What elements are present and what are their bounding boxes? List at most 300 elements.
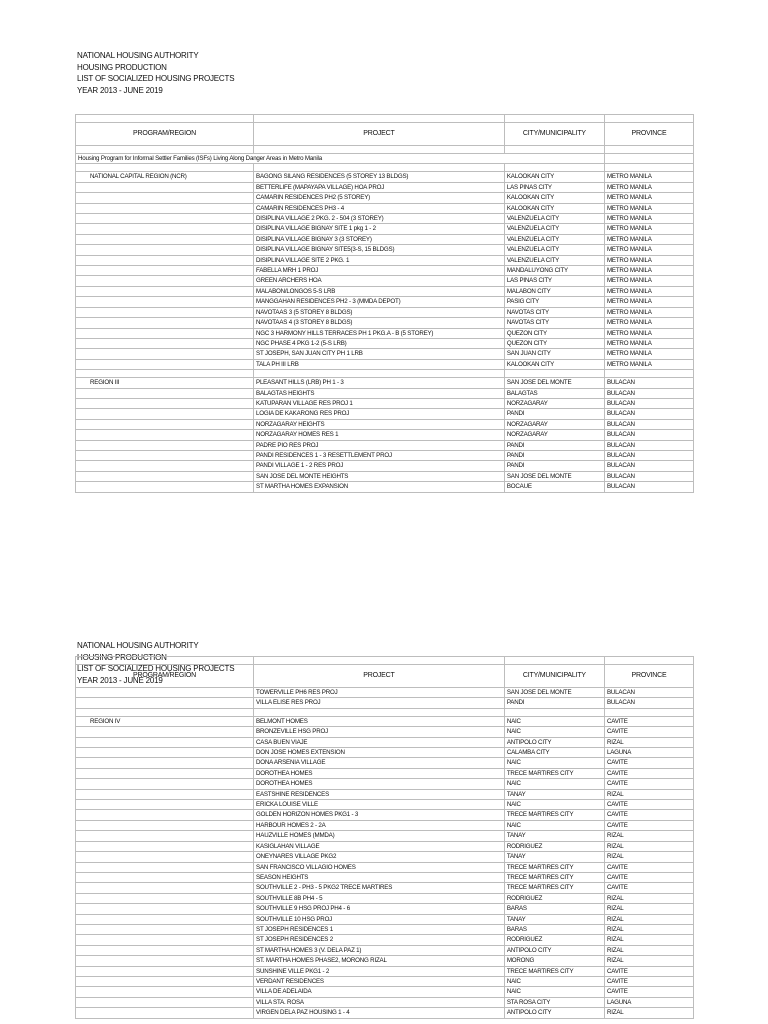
project-cell: SOUTHVILLE 2 - PH3 - 5 PKG2 TRECE MARTIRES — [254, 883, 505, 893]
project-cell: BRONZEVILLE HSG PROJ — [254, 727, 505, 737]
spacer-row — [76, 370, 694, 378]
city-cell: LAS PINAS CITY — [504, 276, 604, 286]
empty-cell — [76, 872, 254, 882]
table-row — [76, 779, 694, 789]
empty-cell — [254, 657, 505, 665]
table-row — [76, 388, 694, 398]
project-cell: BAGONG SILANG RESIDENCES (5 STOREY 13 BLDGS) — [254, 172, 505, 182]
empty-cell — [76, 214, 254, 224]
document-page-2 — [0, 590, 768, 1024]
province-cell: METRO MANILA — [604, 193, 693, 203]
project-cell: ST MARTHA HOMES 3 (V. DELA PAZ 1) — [254, 945, 505, 955]
table-row — [76, 789, 694, 799]
city-cell: BARAS — [504, 904, 604, 914]
program-region-header: PROGRAM/REGION — [76, 665, 254, 688]
header-line-period: YEAR 2013 - JUNE 2019 — [77, 675, 163, 685]
province-cell: METRO MANILA — [604, 245, 693, 255]
city-cell: TRECE MARTIRES CITY — [504, 768, 604, 778]
empty-cell — [76, 146, 254, 154]
table-row — [76, 1008, 694, 1018]
city-cell: NAIC — [504, 800, 604, 810]
project-cell: KASIGLAHAN VILLAGE — [254, 841, 505, 851]
empty-cell — [604, 657, 693, 665]
empty-cell — [76, 297, 254, 307]
province-cell: RIZAL — [604, 737, 693, 747]
empty-cell — [76, 482, 254, 492]
table-row — [76, 482, 694, 492]
table-row — [76, 224, 694, 234]
project-cell: VILLA ELISE RES PROJ — [254, 698, 505, 708]
empty-cell — [76, 398, 254, 408]
city-cell: NAVOTAS CITY — [504, 318, 604, 328]
city-cell: NAIC — [504, 987, 604, 997]
project-cell: SOUTHVILLE 9 HSG PROJ PH4 - 6 — [254, 904, 505, 914]
project-cell: ONEYNARES VILLAGE PKG2 — [254, 852, 505, 862]
province-cell: METRO MANILA — [604, 297, 693, 307]
project-cell: VIRGEN DELA PAZ HOUSING 1 - 4 — [254, 1008, 505, 1018]
city-cell: SAN JOSE DEL MONTE — [504, 378, 604, 388]
province-cell: BULACAN — [604, 450, 693, 460]
document-page-1 — [0, 0, 768, 510]
header-line-title: LIST OF SOCIALIZED HOUSING PROJECTS — [77, 74, 235, 83]
report-header — [77, 50, 234, 96]
project-cell: PADRE PIO RES PROJ — [254, 440, 505, 450]
province-cell: RIZAL — [604, 1008, 693, 1018]
project-cell: GREEN ARCHERS HOA — [254, 276, 505, 286]
empty-cell — [76, 359, 254, 369]
table-row — [76, 409, 694, 419]
project-cell: VILLA DE ADELAIDA — [254, 987, 505, 997]
project-cell: NORZAGARAY HOMES RES 1 — [254, 430, 505, 440]
project-cell: DISIPLINA VILLAGE BIGNAY SITE5(3-S, 15 BLDGS) — [254, 245, 505, 255]
projects-table — [75, 114, 694, 493]
table-row — [76, 450, 694, 460]
table-row — [76, 852, 694, 862]
program-region-header: PROGRAM/REGION — [76, 123, 254, 146]
table-header-row — [76, 123, 694, 146]
city-header: CITY/MUNICIPALITY — [504, 123, 604, 146]
project-cell: NORZAGARAY HEIGHTS — [254, 419, 505, 429]
empty-cell — [254, 164, 505, 172]
spacer-row — [76, 115, 694, 123]
city-cell: SAN JOSE DEL MONTE — [504, 688, 604, 698]
project-cell: NAVOTAAS 4 (3 STOREY 8 BLDGS) — [254, 318, 505, 328]
city-cell: SAN JOSE DEL MONTE — [504, 471, 604, 481]
empty-cell — [76, 349, 254, 359]
province-cell: METRO MANILA — [604, 359, 693, 369]
province-cell: CAVITE — [604, 862, 693, 872]
province-cell: BULACAN — [604, 398, 693, 408]
province-cell: METRO MANILA — [604, 224, 693, 234]
project-cell: CASA BUEN VIAJE — [254, 737, 505, 747]
empty-cell — [76, 737, 254, 747]
table-row — [76, 904, 694, 914]
empty-cell — [504, 370, 604, 378]
spacer-row — [76, 657, 694, 665]
project-cell: SAN JOSE DEL MONTE HEIGHTS — [254, 471, 505, 481]
empty-cell — [76, 727, 254, 737]
table-row — [76, 182, 694, 192]
table-row — [76, 841, 694, 851]
empty-cell — [76, 450, 254, 460]
city-cell: NAVOTAS CITY — [504, 307, 604, 317]
province-cell: RIZAL — [604, 914, 693, 924]
province-cell: METRO MANILA — [604, 328, 693, 338]
table-row — [76, 471, 694, 481]
table-row — [76, 359, 694, 369]
empty-cell — [76, 370, 254, 378]
city-cell: ANTIPOLO CITY — [504, 1008, 604, 1018]
city-cell: NORZAGARAY — [504, 419, 604, 429]
header-line-section: HOUSING PRODUCTION — [77, 652, 167, 662]
project-cell: ST MARTHA HOMES EXPANSION — [254, 482, 505, 492]
empty-cell — [76, 1008, 254, 1018]
province-cell: CAVITE — [604, 716, 693, 726]
project-cell: MALABON/LONGOS 5-S LRB — [254, 286, 505, 296]
city-cell: RODRIGUEZ — [504, 935, 604, 945]
province-cell: METRO MANILA — [604, 286, 693, 296]
empty-cell — [254, 146, 505, 154]
empty-cell — [76, 883, 254, 893]
province-cell: METRO MANILA — [604, 307, 693, 317]
city-cell: BARAS — [504, 924, 604, 934]
empty-cell — [76, 388, 254, 398]
table-row — [76, 914, 694, 924]
project-cell: HARBOUR HOMES 2 - 2A — [254, 820, 505, 830]
header-line-section: HOUSING PRODUCTION — [77, 62, 167, 72]
empty-cell — [76, 800, 254, 810]
empty-cell — [76, 810, 254, 820]
province-cell: RIZAL — [604, 789, 693, 799]
city-cell: MALABON CITY — [504, 286, 604, 296]
spacer-row — [76, 708, 694, 716]
table-row — [76, 430, 694, 440]
empty-cell — [76, 440, 254, 450]
province-cell: RIZAL — [604, 935, 693, 945]
header-line-period: YEAR 2013 - JUNE 2019 — [77, 85, 163, 95]
province-cell: CAVITE — [604, 758, 693, 768]
project-cell: PANDI VILLAGE 1 - 2 RES PROJ — [254, 461, 505, 471]
city-cell: BALAGTAS — [504, 388, 604, 398]
empty-cell — [604, 115, 693, 123]
project-cell: ST. MARTHA HOMES PHASE2, MORONG RIZAL — [254, 956, 505, 966]
province-cell: METRO MANILA — [604, 318, 693, 328]
empty-cell — [76, 698, 254, 708]
empty-cell — [76, 318, 254, 328]
city-cell: CALAMBA CITY — [504, 748, 604, 758]
city-cell: NORZAGARAY — [504, 430, 604, 440]
project-cell: SOUTHVILLE 10 HSG PROJ — [254, 914, 505, 924]
province-cell: CAVITE — [604, 883, 693, 893]
table-header-row — [76, 665, 694, 688]
empty-cell — [76, 182, 254, 192]
project-cell: KATUPARAN VILLAGE RES PROJ 1 — [254, 398, 505, 408]
city-cell: STA ROSA CITY — [504, 997, 604, 1007]
city-cell: PANDI — [504, 409, 604, 419]
province-cell: RIZAL — [604, 945, 693, 955]
province-cell: BULACAN — [604, 409, 693, 419]
table-row — [76, 893, 694, 903]
city-cell: PANDI — [504, 440, 604, 450]
city-cell: TANAY — [504, 831, 604, 841]
province-cell: CAVITE — [604, 779, 693, 789]
city-cell: QUEZON CITY — [504, 328, 604, 338]
empty-cell — [504, 657, 604, 665]
empty-cell — [76, 924, 254, 934]
city-cell: VALENZUELA CITY — [504, 224, 604, 234]
city-cell: NAIC — [504, 976, 604, 986]
empty-cell — [254, 115, 505, 123]
empty-cell — [76, 789, 254, 799]
empty-cell — [76, 657, 254, 665]
province-cell: METRO MANILA — [604, 255, 693, 265]
project-cell: GOLDEN HORIZON HOMES PKG1 - 3 — [254, 810, 505, 820]
province-cell: LAGUNA — [604, 997, 693, 1007]
empty-cell — [76, 688, 254, 698]
empty-cell — [76, 945, 254, 955]
empty-cell — [76, 708, 254, 716]
city-cell: SAN JUAN CITY — [504, 349, 604, 359]
empty-cell — [504, 164, 604, 172]
table-row — [76, 800, 694, 810]
province-cell: RIZAL — [604, 852, 693, 862]
header-line-title: LIST OF SOCIALIZED HOUSING PROJECTS — [77, 664, 235, 673]
project-cell: DISIPLINA VILLAGE SITE 2 PKG. 1 — [254, 255, 505, 265]
table-row — [76, 172, 694, 182]
empty-cell — [76, 276, 254, 286]
project-cell: FABELLA MRH 1 PROJ — [254, 266, 505, 276]
project-cell: BELMONT HOMES — [254, 716, 505, 726]
empty-cell — [76, 430, 254, 440]
city-cell: ANTIPOLO CITY — [504, 737, 604, 747]
empty-cell — [504, 115, 604, 123]
province-header: PROVINCE — [604, 123, 693, 146]
province-cell: BULACAN — [604, 388, 693, 398]
province-cell: RIZAL — [604, 831, 693, 841]
empty-cell — [76, 255, 254, 265]
empty-cell — [76, 266, 254, 276]
empty-cell — [76, 224, 254, 234]
project-cell: CAMARIN RESIDENCES PH2 (5 STOREY) — [254, 193, 505, 203]
project-cell: ST JOSEPH RESIDENCES 1 — [254, 924, 505, 934]
empty-cell — [504, 146, 604, 154]
empty-cell — [76, 976, 254, 986]
province-cell: METRO MANILA — [604, 203, 693, 213]
table-row — [76, 924, 694, 934]
province-cell: RIZAL — [604, 924, 693, 934]
project-cell: SOUTHVILLE 8B PH4 - 5 — [254, 893, 505, 903]
province-cell: METRO MANILA — [604, 338, 693, 348]
city-cell: KALOOKAN CITY — [504, 172, 604, 182]
table-row — [76, 997, 694, 1007]
empty-cell — [76, 768, 254, 778]
city-cell: TRECE MARTIRES CITY — [504, 810, 604, 820]
table-row — [76, 872, 694, 882]
city-cell: VALENZUELA CITY — [504, 255, 604, 265]
empty-cell — [76, 471, 254, 481]
province-cell: RIZAL — [604, 904, 693, 914]
program-title: Housing Program for Informal Settler Families (ISFs) Living Along Danger Areas in Metro Manila — [76, 154, 605, 164]
project-cell: DISIPLINA VILLAGE BIGNAY SITE 1 pkg 1 - 2 — [254, 224, 505, 234]
city-cell: TRECE MARTIRES CITY — [504, 883, 604, 893]
project-header: PROJECT — [254, 123, 505, 146]
table-row — [76, 245, 694, 255]
province-cell: RIZAL — [604, 956, 693, 966]
table-row — [76, 748, 694, 758]
project-cell: SEASON HEIGHTS — [254, 872, 505, 882]
region-cell: REGION IV — [76, 716, 254, 726]
project-cell: PLEASANT HILLS (LRB) PH 1 - 3 — [254, 378, 505, 388]
city-cell: NAIC — [504, 716, 604, 726]
city-cell: KALOOKAN CITY — [504, 359, 604, 369]
city-cell: VALENZUELA CITY — [504, 245, 604, 255]
table-row — [76, 193, 694, 203]
province-cell: METRO MANILA — [604, 172, 693, 182]
city-cell: MORONG — [504, 956, 604, 966]
city-cell: NAIC — [504, 727, 604, 737]
province-cell: BULACAN — [604, 461, 693, 471]
empty-cell — [76, 164, 254, 172]
empty-cell — [76, 904, 254, 914]
empty-cell — [76, 234, 254, 244]
table-row — [76, 810, 694, 820]
empty-cell — [76, 852, 254, 862]
empty-cell — [76, 862, 254, 872]
table-row — [76, 945, 694, 955]
province-cell: BULACAN — [604, 419, 693, 429]
project-cell: ST JOSEPH RESIDENCES 2 — [254, 935, 505, 945]
province-cell: BULACAN — [604, 698, 693, 708]
city-cell: NAIC — [504, 758, 604, 768]
table-row — [76, 758, 694, 768]
project-cell: ST JOSEPH, SAN JUAN CITY PH 1 LRB — [254, 349, 505, 359]
city-cell: ANTIPOLO CITY — [504, 945, 604, 955]
table-row — [76, 349, 694, 359]
project-header: PROJECT — [254, 665, 505, 688]
project-cell: DOROTHEA HOMES — [254, 779, 505, 789]
table-row — [76, 318, 694, 328]
empty-cell — [76, 956, 254, 966]
table-row — [76, 307, 694, 317]
province-cell: CAVITE — [604, 768, 693, 778]
city-cell: LAS PINAS CITY — [504, 182, 604, 192]
city-cell: TRECE MARTIRES CITY — [504, 862, 604, 872]
city-cell: TANAY — [504, 789, 604, 799]
empty-cell — [604, 370, 693, 378]
province-cell: METRO MANILA — [604, 266, 693, 276]
province-cell: METRO MANILA — [604, 349, 693, 359]
project-cell: TALA PH III LRB — [254, 359, 505, 369]
province-cell: CAVITE — [604, 976, 693, 986]
city-cell: NAIC — [504, 820, 604, 830]
table-row — [76, 255, 694, 265]
empty-cell — [76, 461, 254, 471]
table-row — [76, 398, 694, 408]
project-cell: NGC PHASE 4 PKG 1-2 (5-S LRB) — [254, 338, 505, 348]
province-cell: METRO MANILA — [604, 276, 693, 286]
empty-cell — [76, 193, 254, 203]
city-cell: VALENZUELA CITY — [504, 234, 604, 244]
table-row — [76, 214, 694, 224]
empty-cell — [76, 203, 254, 213]
empty-cell — [254, 370, 505, 378]
province-cell: CAVITE — [604, 727, 693, 737]
empty-cell — [76, 338, 254, 348]
city-cell: BOCAUE — [504, 482, 604, 492]
empty-cell — [76, 115, 254, 123]
empty-cell — [76, 419, 254, 429]
project-cell: MANGGAHAN RESIDENCES PH2 - 3 (MMDA DEPOT) — [254, 297, 505, 307]
program-title-row — [76, 154, 694, 164]
city-cell: QUEZON CITY — [504, 338, 604, 348]
province-cell: RIZAL — [604, 893, 693, 903]
city-cell: NAIC — [504, 779, 604, 789]
province-cell: BULACAN — [604, 378, 693, 388]
table-row — [76, 328, 694, 338]
region-cell: NATIONAL CAPITAL REGION (NCR) — [76, 172, 254, 182]
table-row — [76, 234, 694, 244]
province-cell: CAVITE — [604, 872, 693, 882]
empty-cell — [76, 245, 254, 255]
city-cell: PASIG CITY — [504, 297, 604, 307]
empty-cell — [76, 997, 254, 1007]
table-row — [76, 727, 694, 737]
project-cell: TOWERVILLE PH6 RES PROJ — [254, 688, 505, 698]
empty-cell — [604, 154, 693, 164]
city-cell: TRECE MARTIRES CITY — [504, 966, 604, 976]
table-row — [76, 338, 694, 348]
table-row — [76, 688, 694, 698]
province-cell: BULACAN — [604, 430, 693, 440]
project-cell: CAMARIN RESIDENCES PH3 - 4 — [254, 203, 505, 213]
project-cell: PANDI RESIDENCES 1 - 3 RESETTLEMENT PROJ — [254, 450, 505, 460]
project-cell: DON JOSE HOMES EXTENSION — [254, 748, 505, 758]
city-cell: KALOOKAN CITY — [504, 193, 604, 203]
province-cell: CAVITE — [604, 820, 693, 830]
province-cell: LAGUNA — [604, 748, 693, 758]
city-cell: RODRIGUEZ — [504, 893, 604, 903]
city-cell: KALOOKAN CITY — [504, 203, 604, 213]
table-row — [76, 203, 694, 213]
empty-cell — [76, 893, 254, 903]
province-cell: BULACAN — [604, 482, 693, 492]
city-cell: MANDALUYONG CITY — [504, 266, 604, 276]
empty-cell — [76, 841, 254, 851]
table-row — [76, 716, 694, 726]
project-cell: SAN FRANCISCO VILLAGIO HOMES — [254, 862, 505, 872]
city-cell: NORZAGARAY — [504, 398, 604, 408]
table-row — [76, 831, 694, 841]
empty-cell — [604, 146, 693, 154]
table-row — [76, 987, 694, 997]
empty-cell — [76, 966, 254, 976]
project-cell: BETTERLIFE (MAPAYAPA VILLAGE) HOA PROJ — [254, 182, 505, 192]
table-row — [76, 276, 694, 286]
province-cell: BULACAN — [604, 471, 693, 481]
table-row — [76, 976, 694, 986]
table-row — [76, 737, 694, 747]
city-cell: RODRIGUEZ — [504, 841, 604, 851]
table-row — [76, 966, 694, 976]
city-cell: PANDI — [504, 450, 604, 460]
header-line-agency: NATIONAL HOUSING AUTHORITY — [77, 641, 199, 650]
empty-cell — [76, 820, 254, 830]
project-cell: SUNSHINE VILLE PKG1 - 2 — [254, 966, 505, 976]
province-cell: CAVITE — [604, 987, 693, 997]
table-row — [76, 419, 694, 429]
project-cell: LOGIA DE KAKARONG RES PROJ — [254, 409, 505, 419]
project-cell: ERICKA LOUISE VILLE — [254, 800, 505, 810]
